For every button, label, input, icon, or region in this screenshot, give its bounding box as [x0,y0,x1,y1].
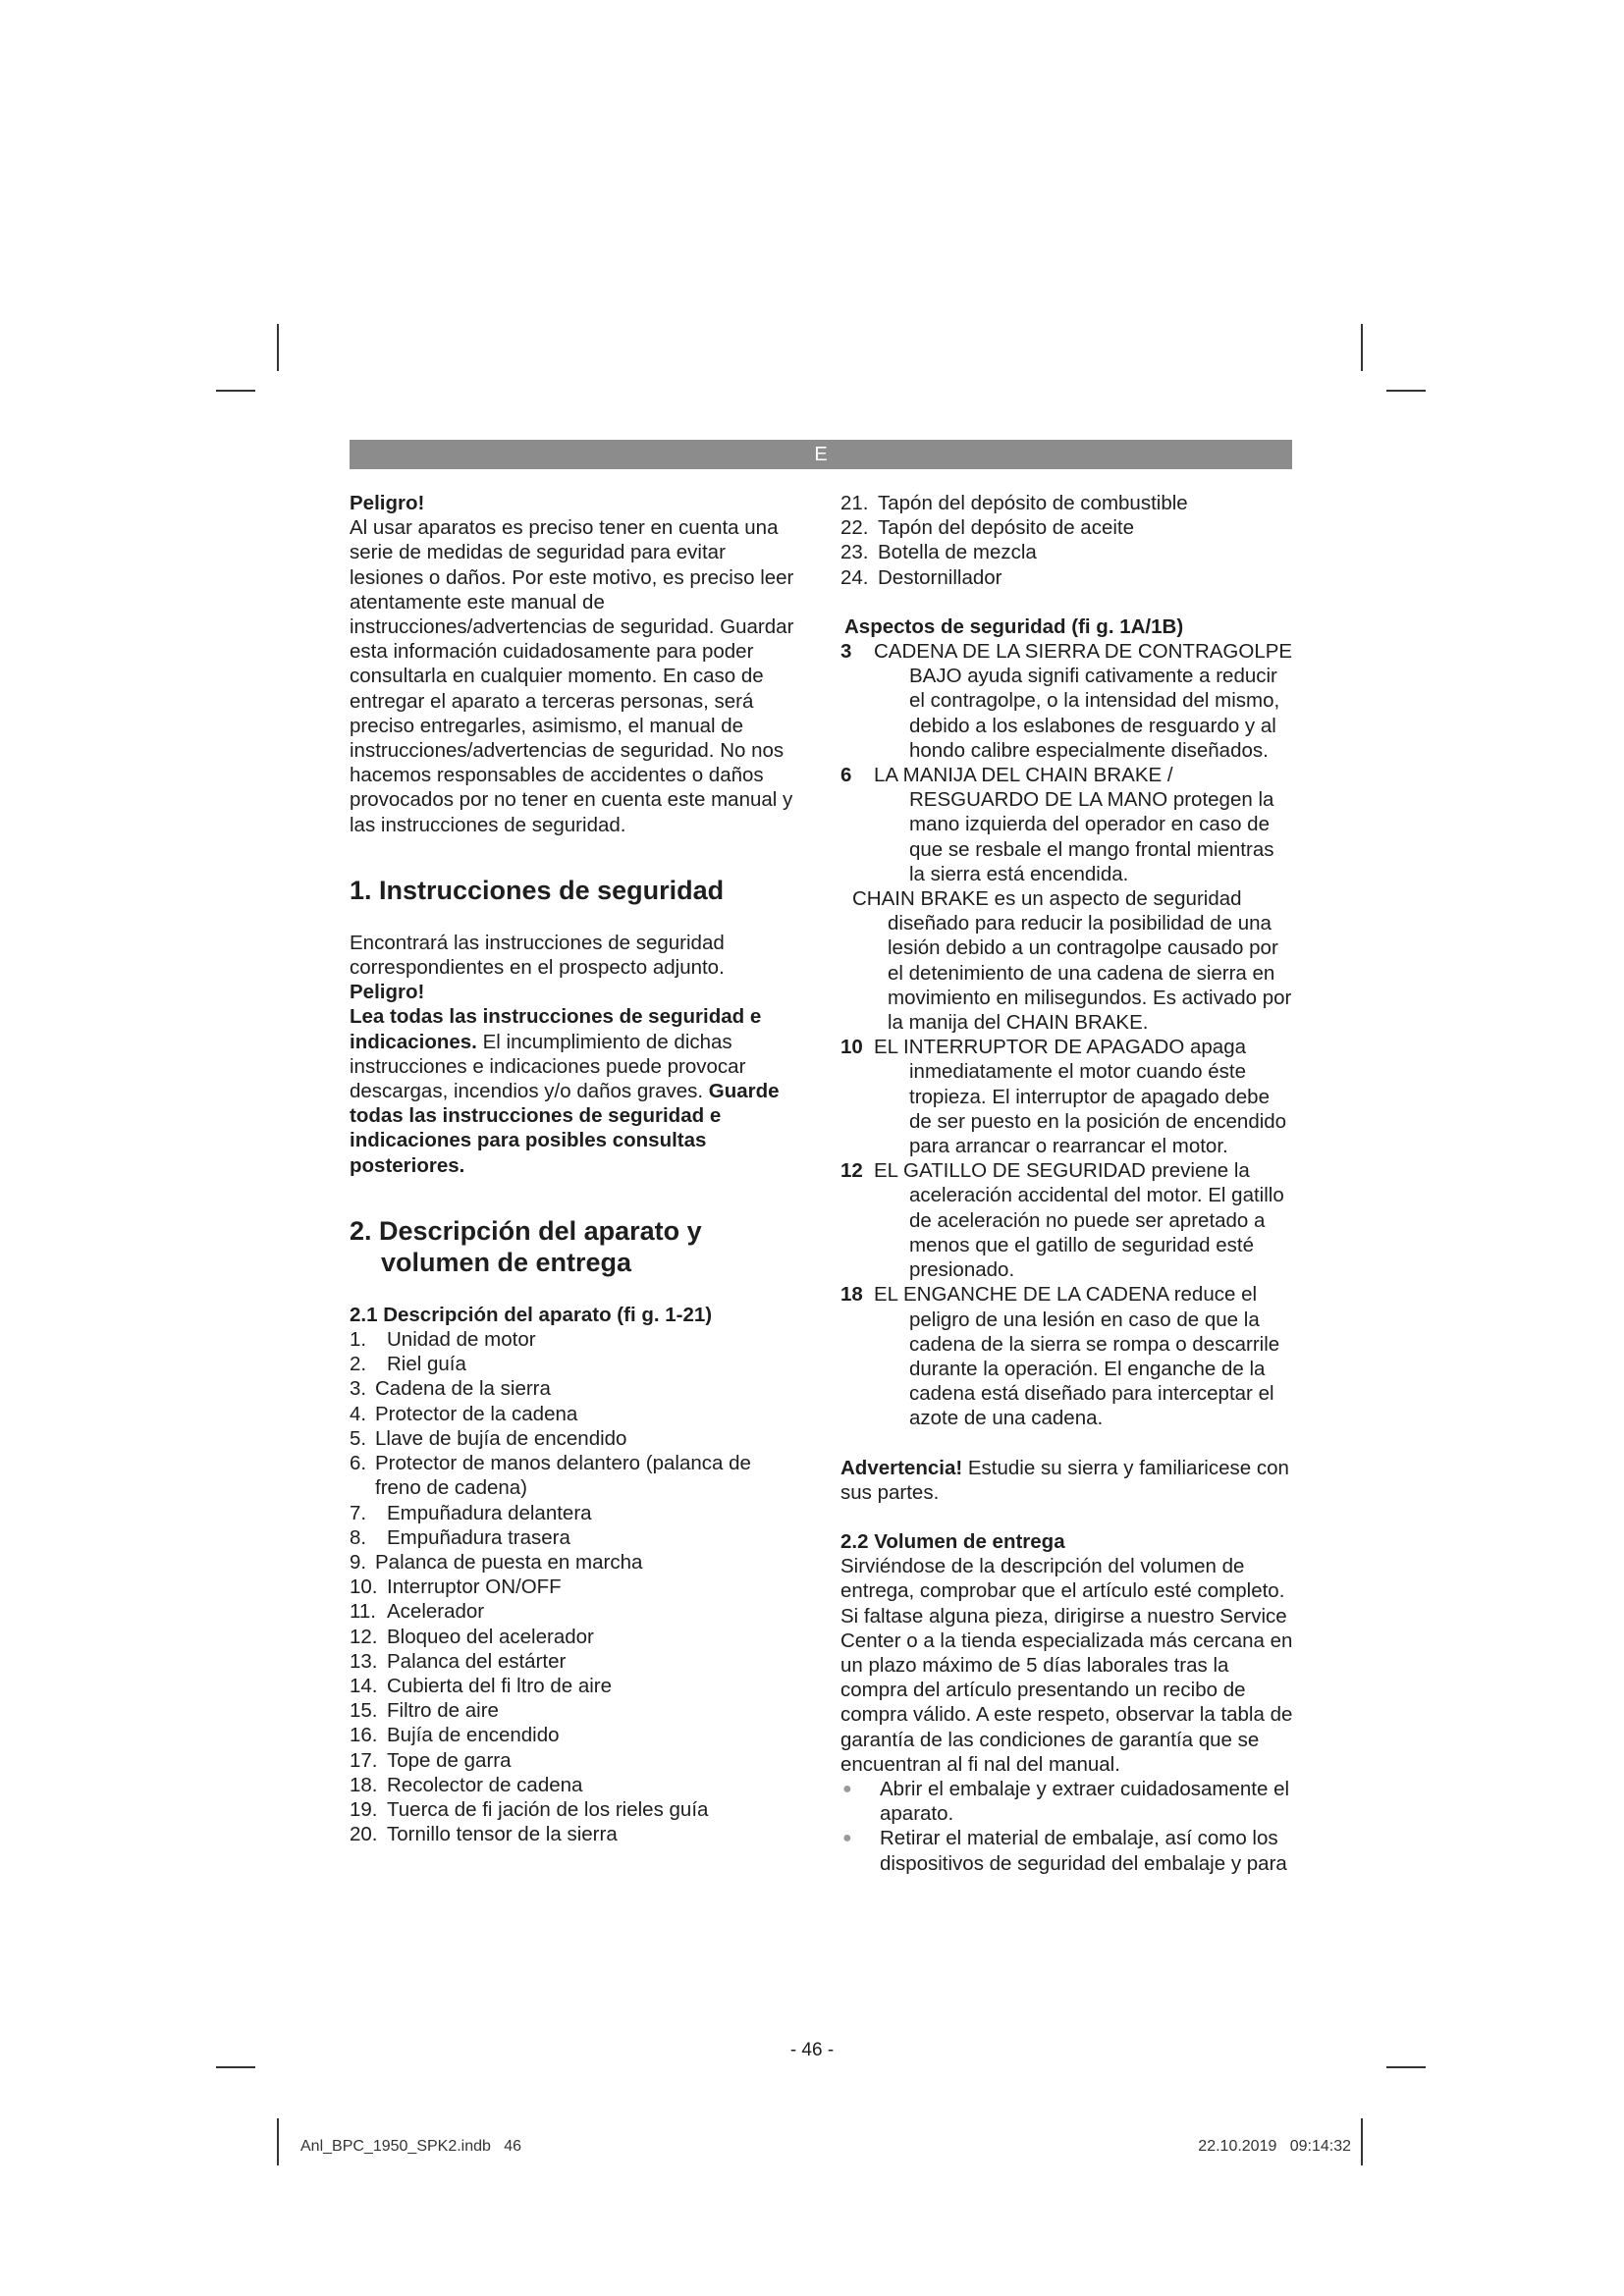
warning-label: Advertencia! [840,1456,963,1479]
list-item [350,1352,801,1376]
item-number: 8. [350,1525,367,1549]
feature-number: 6 [840,764,852,787]
list-item [350,1599,801,1624]
list-item [350,1525,801,1550]
danger-title-2: Peligro! [350,981,425,1004]
warning-paragraph [840,1456,1294,1505]
footer-datetime: 22.10.2019 09:14:32 [1198,2138,1351,2155]
section-2-title [350,1215,801,1278]
item-text: Tornillo tensor de la sierra [387,1823,618,1846]
safety-feature [840,763,1294,886]
item-text: Recolector de cadena [387,1773,583,1796]
feature-text: EL GATILLO DE SEGURIDAD previene la aceleración accidental del motor. El gatillo de aceleración no puede ser apretado a menos que el gatillo de seguridad esté presionado. [874,1159,1284,1282]
danger-text: Al usar aparatos es preciso tener en cuenta una serie de medidas de seguridad para evitar lesiones o daños. Por este motivo, es preciso leer atentamente este manual de instrucciones/advertencias de seguridad. Guardar esta información cuidadosamente para poder consultarla en cualquier momento. En caso de entregar el aparato a terceras personas, será preciso entregarles, asimismo, el manual de instrucciones/advertencias de seguridad. No nos hacemos responsables de accidentes o daños provocados por no tener en cuenta este manual y las instrucciones de seguridad. [350,516,794,836]
danger-bold-1: Lea todas las instrucciones de seguridad e indicaciones. [350,1005,762,1053]
list-item [350,1327,801,1352]
list-item [350,1674,801,1698]
item-number: 23. [840,541,869,564]
item-text: Cubierta del fi ltro de aire [387,1674,613,1697]
section-1-title: 1. Instrucciones de seguridad [350,875,725,905]
item-number: 24. [840,565,869,589]
item-number: 21. [840,492,869,514]
list-item [350,1698,801,1723]
item-text: Palanca del estárter [387,1649,567,1673]
item-number: 18. [350,1773,378,1796]
item-number: 9. [350,1550,367,1574]
crop-mark [1386,390,1426,392]
feature-number: 10 [840,1036,863,1059]
item-number: 13. [350,1649,378,1673]
item-number: 19. [350,1797,378,1821]
list-item [840,540,1294,564]
bullet-icon: ● [842,1830,852,1847]
list-item [840,565,1294,590]
footer-file-name: Anl_BPC_1950_SPK2.indb 46 [300,2138,522,2155]
item-text: Botella de mezcla [878,541,1037,564]
crop-mark [216,390,255,392]
safety-aspects-title: Aspectos de seguridad (fi g. 1A/1B) [844,614,1184,638]
list-item [350,1451,801,1500]
danger-title: Peligro! [350,492,425,514]
item-number: 16. [350,1724,378,1747]
bullet-text: Abrir el embalaje y extraer cuidadosamente el aparato. [880,1777,1290,1826]
language-code: E [814,444,828,465]
list-item [350,1625,801,1649]
item-number: 12. [350,1625,378,1648]
danger-text-2 [350,1004,801,1177]
language-header-bar [350,440,1292,469]
section-2-title-line2: volumen de entrega [381,1247,632,1277]
feature-text: EL INTERRUPTOR DE APAGADO apaga inmediatamente el motor cuando éste tropieza. El interruptor de apagado debe de ser puesto en la posición de encendido para arrancar o rearrancar el motor. [874,1036,1287,1158]
item-number: 3. [350,1377,367,1401]
section-2-2-title: 2.2 Volumen de entrega [840,1529,1065,1553]
warning-text: Estudie su sierra y familiaricese con sus partes. [840,1456,1289,1504]
item-text: Filtro de aire [387,1699,499,1723]
safety-feature [840,1035,1294,1158]
bullet-item [840,1826,1294,1875]
list-item [350,1550,801,1575]
left-column [350,491,801,1846]
parts-list-continued [840,491,1294,590]
list-item [350,1797,801,1822]
list-item [840,515,1294,540]
bullet-text: Retirar el material de embalaje, así como los dispositivos de seguridad del embalaje y para [880,1827,1287,1875]
page-number: - 46 - [789,2040,835,2060]
item-text: Protector de manos delantero (palanca de freno de cadena) [375,1452,751,1500]
item-number: 1. [350,1328,367,1352]
section-1-intro: Encontrará las instrucciones de seguridad correspondientes en el prospecto adjunto. [350,931,725,980]
list-item [350,1501,801,1525]
list-item [350,1426,801,1451]
feature-number: 18 [840,1283,863,1307]
item-text: Cadena de la sierra [375,1377,551,1401]
bullet-item [840,1777,1294,1826]
list-item [350,1649,801,1674]
list-item [350,1748,801,1773]
item-number: 20. [350,1823,378,1846]
crop-mark [277,324,279,371]
bullet-icon: ● [842,1780,852,1797]
feature-text: EL ENGANCHE DE LA CADENA reduce el peligro de una lesión en caso de que la cadena de la sierra se rompa o descarrile durante la operación. El enganche de la cadena está diseñado para interceptar el azote de una cadena. [874,1283,1280,1430]
list-item [350,1723,801,1747]
item-number: 14. [350,1674,378,1697]
list-item [350,1376,801,1401]
item-number: 11. [350,1600,376,1624]
item-number: 2. [350,1353,367,1376]
item-text: Empuñadura delantera [387,1501,592,1524]
list-item [350,1575,801,1599]
item-text: Bloqueo del acelerador [387,1625,594,1648]
safety-feature [840,639,1294,763]
item-text: Protector de la cadena [375,1402,578,1425]
list-item [350,1773,801,1797]
crop-mark [1386,2066,1426,2068]
item-number: 5. [350,1426,367,1450]
crop-mark [1361,2118,1363,2165]
item-text: Tapón del depósito de aceite [878,516,1135,540]
right-column [840,491,1294,1876]
danger-bold-2: Guarde todas las instrucciones de seguridad e indicaciones para posibles consultas posteriores. [350,1080,780,1177]
item-text: Llave de bujía de encendido [375,1426,627,1450]
danger-body-2: El incumplimiento de dichas instrucciones e indicaciones puede provocar descargas, incendios y/o daños graves. [350,1030,746,1103]
item-text: Empuñadura trasera [387,1525,570,1549]
item-number: 4. [350,1402,367,1425]
item-number: 10. [350,1575,378,1599]
crop-mark [277,2118,279,2165]
feature-text: CADENA DE LA SIERRA DE CONTRAGOLPE BAJO ayuda signifi cativamente a reducir el contragolpe, o la intensidad del mismo, debido a los eslabones de resguardo y al hondo calibre especialmente diseñados. [874,640,1293,762]
section-2-title-line1: 2. Descripción del aparato y [350,1215,702,1246]
crop-mark [1361,324,1363,371]
feature-number: 3 [840,640,852,664]
crop-mark [216,2066,255,2068]
item-text: Riel guía [387,1353,466,1376]
item-number: 7. [350,1501,367,1524]
list-item [350,1402,801,1426]
item-text: Unidad de motor [387,1328,536,1352]
item-text: Bujía de encendido [387,1724,560,1747]
safety-feature [840,1282,1294,1430]
feature-number: 12 [840,1159,863,1183]
item-number: 15. [350,1699,378,1723]
feature-text: LA MANIJA DEL CHAIN BRAKE / RESGUARDO DE LA MANO protegen la mano izquierda del operador en caso de que se resbale el mango frontal mientras la sierra está encendida. [874,764,1274,885]
item-number: 17. [350,1748,378,1772]
item-number: 22. [840,516,869,540]
item-text: Palanca de puesta en marcha [375,1550,643,1574]
section-2-2-text: Sirviéndose de la descripción del volumen de entrega, comprobar que el artículo esté completo. Si faltase alguna pieza, dirigirse a nuestro Service Center o a la tienda especializada más cercana en un plazo máximo de 5 días laborales tras la compra del artículo presentando un recibo de compra válido. A este respeto, observar la tabla de garantía de las condiciones de garantía que se encuentran al fi nal del manual. [840,1555,1293,1776]
item-text: Tapón del depósito de combustible [878,492,1188,514]
item-text: Interruptor ON/OFF [387,1575,562,1599]
item-text: Destornillador [878,565,1002,589]
safety-feature [840,1158,1294,1282]
item-text: Tuerca de fi jación de los rieles guía [387,1797,709,1821]
section-2-1-title: 2.1 Descripción del aparato (fi g. 1-21) [350,1303,713,1326]
item-text: Acelerador [387,1600,485,1624]
chain-brake-note: CHAIN BRAKE es un aspecto de seguridad diseñado para reducir la posibilidad de una lesión debido a un contragolpe causado por el detenimiento de una cadena de sierra en movimiento en milisegundos. Es activado por la manija del CHAIN BRAKE. [852,887,1292,1035]
item-text: Tope de garra [387,1748,512,1772]
list-item [840,491,1294,515]
item-number: 6. [350,1452,367,1475]
list-item [350,1822,801,1846]
parts-list [350,1327,801,1846]
